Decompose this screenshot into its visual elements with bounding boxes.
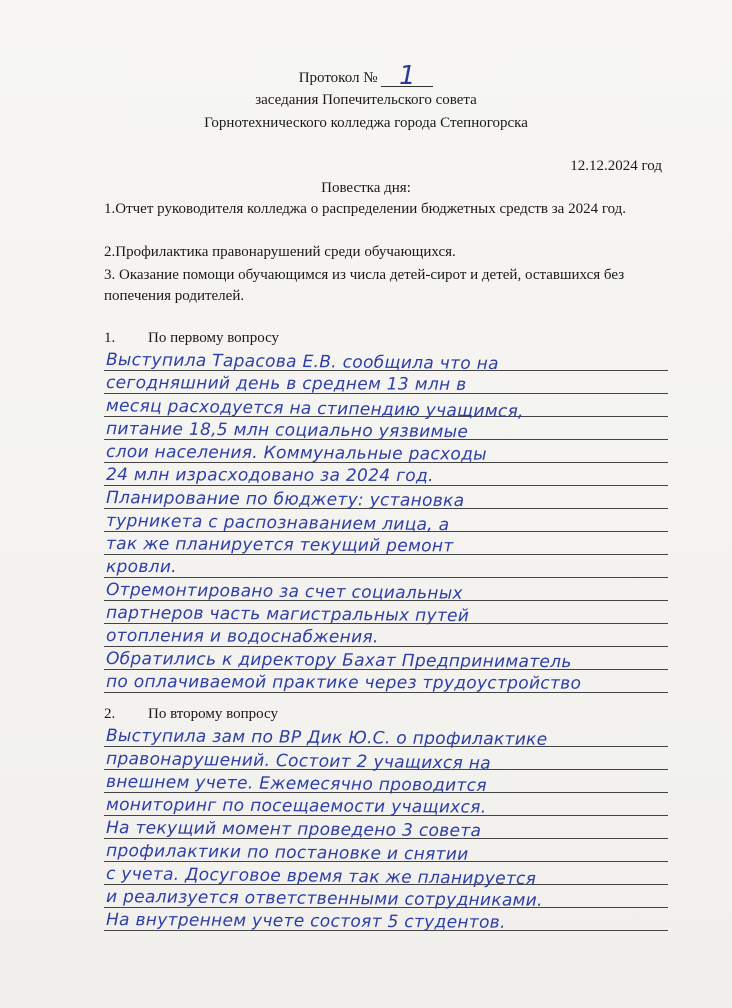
section-1-heading [104,330,279,347]
handwritten-line: Обратились к директору Бахат Предприниматель [105,649,572,673]
section-1-title: По первому вопросу [148,330,280,346]
handwritten-line: отопления и водоснабжения. [105,626,379,648]
handwritten-line: слои населения. Коммунальные расходы [105,442,487,465]
handwritten-line: Выступила Тарасова Е.В. сообщила что на [105,350,499,375]
handwritten-line: партнеров часть магистральных путей [105,603,470,627]
handwritten-line: кровли. [105,557,177,578]
section-2-title: По второму вопросу [148,706,278,722]
handwritten-line: профилактики по постановке и снятии [105,841,469,865]
handwritten-line: сегодняшний день в среднем 13 млн в [105,373,467,395]
agenda-item-3: 3. Оказание помощи обучающимся из числа детей-сирот и детей, оставшихся без попечения родителей. [104,267,625,304]
protocol-number: 1 [381,66,433,87]
handwritten-line: правонарушений. Состоит 2 учащихся на [105,749,492,774]
handwritten-line: питание 18,5 млн социально уязвимые [105,419,469,443]
handwritten-line: Выступила зам по ВР Дик Ю.С. о профилактике [105,726,548,750]
protocol-label: Протокол № [298,70,378,86]
handwritten-line: 24 млн израсходовано за 2024 год. [105,465,434,487]
handwritten-line: На внутреннем учете состоят 5 студентов. [105,910,506,933]
protocol-title [0,61,732,91]
handwritten-line: турникета с распознаванием лица, а [105,511,450,536]
handwritten-line: Отремонтировано за счет социальных [105,580,463,604]
agenda-title: Повестка дня: [321,180,411,196]
handwritten-line: и реализуется ответственными сотрудниками. [105,887,543,911]
agenda-item-2: 2.Профилактика правонарушений среди обучающихся. [104,244,456,260]
meeting-subtitle: заседания Попечительского совета [255,92,477,108]
handwritten-line: На текущий момент проведено 3 совета [105,818,482,842]
document-date: 12.12.2024 год [570,158,662,174]
section-1-number: 1. [104,330,116,346]
handwritten-line: мониторинг по посещаемости учащихся. [105,795,487,818]
handwritten-line: месяц расходуется на стипендию учащимся, [105,396,524,422]
section-2-heading [104,706,278,723]
college-name: Горнотехнического колледжа города Степногорска [204,115,528,131]
handwritten-line: так же планируется текущий ремонт [105,534,454,557]
handwritten-line: по оплачиваемой практике через трудоустройство [105,672,582,694]
handwritten-line: Планирование по бюджету: установка [105,488,465,512]
handwritten-line: внешнем учете. Ежемесячно проводится [105,772,487,796]
handwritten-line: с учета. Досуговое время так же планируется [105,864,537,890]
section-2-number: 2. [104,706,116,722]
agenda-item-1: 1.Отчет руководителя колледжа о распределении бюджетных средств за 2024 год. [104,201,627,217]
